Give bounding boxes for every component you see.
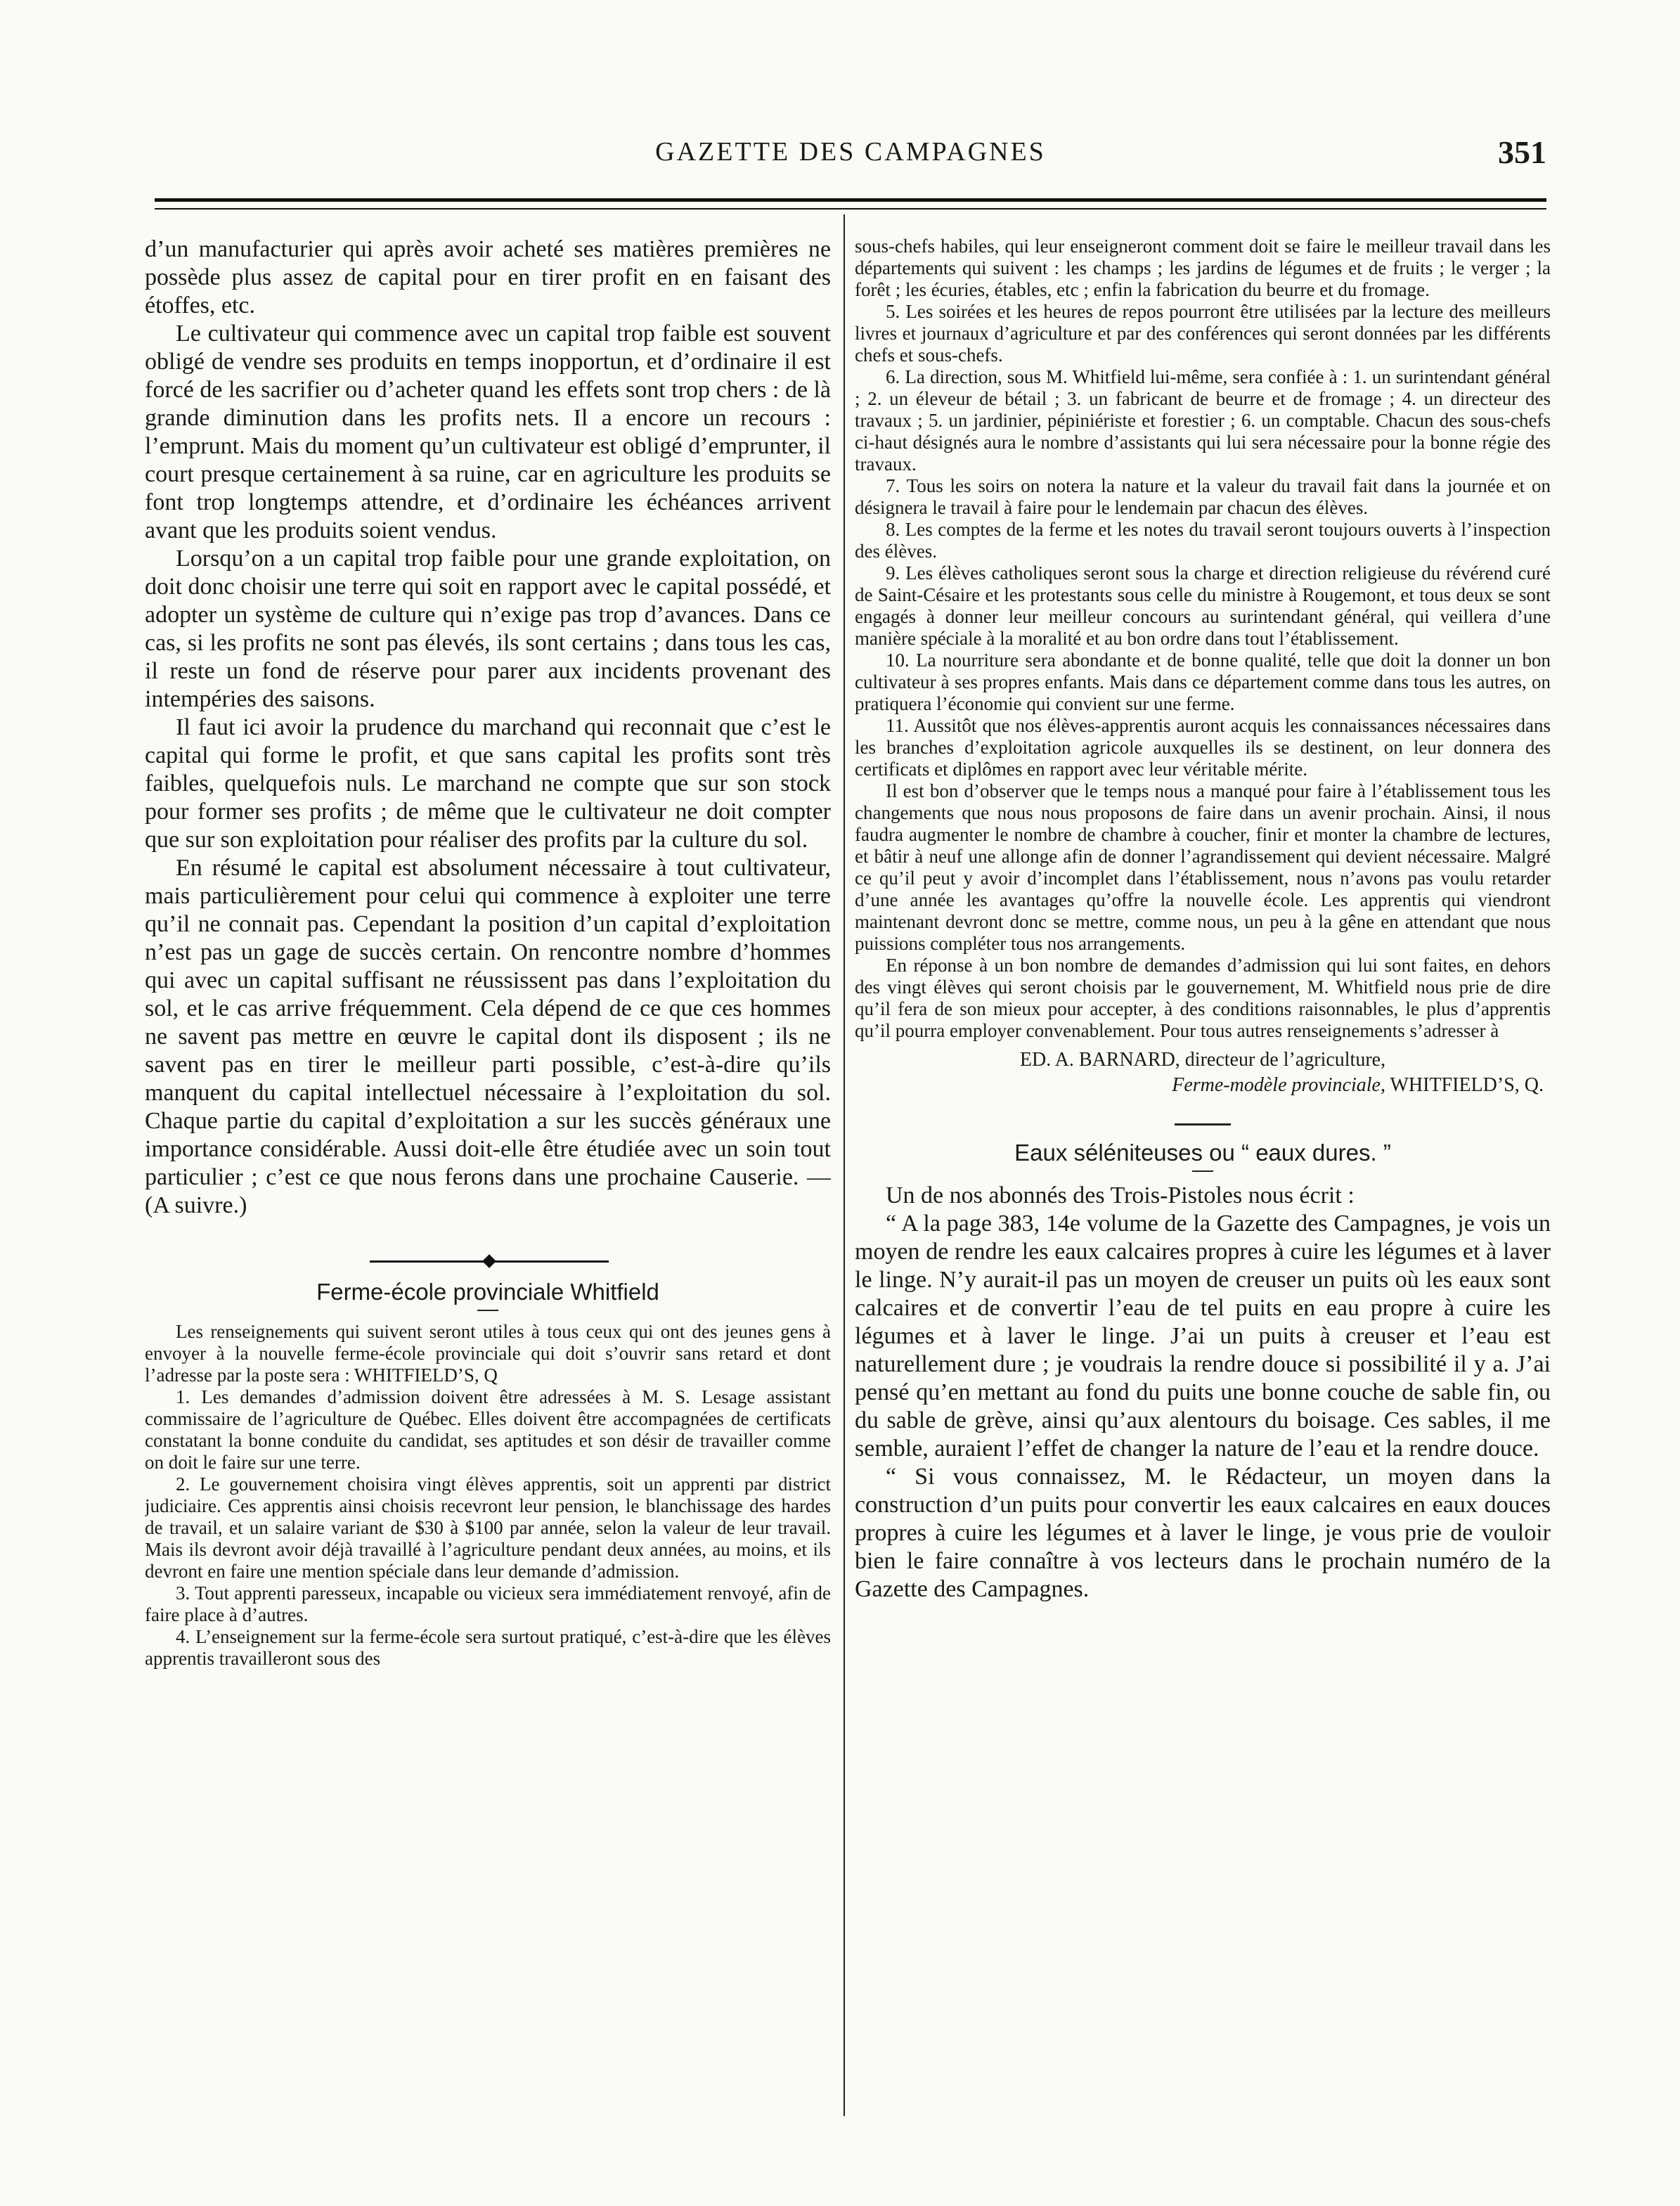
right-paragraph: 7. Tous les soirs on notera la nature et la valeur du travail fait dans la journée et on désignera le travail à faire pour le lendemain par chacun des élèves. [855, 475, 1551, 518]
article-title-ferme-ecole: Ferme-école provinciale Whitfield [316, 1279, 659, 1305]
article2-paragraph: Un de nos abonnés des Trois-Pistoles nous écrit : [886, 1182, 1355, 1208]
left-paragraph: d’un manufacturier qui après avoir acheté ses matières premières ne possède plus assez de capital pour en tirer profit en en faisant des étoffes, etc. [145, 236, 831, 318]
article2-paragraph: “ A la page 383, 14e volume de la Gazette des Campagnes, je vois un moyen de rendre les eaux calcaires propres à cuire les légumes et à laver le linge. N’y aurait-il pas un moyen de creuser un puits où les eaux sont calcaires et de convertir l’eau de tel puits en eau propre à cuire les légumes et à laver le linge. J’ai un puits à creuser et l’eau est naturellement dure ; je voudrais la rendre douce si possibilité il y a. J’ai pensé qu’en mettant au fond du puits une bonne couche de sable fin, ou du sable de grève, ainsi qu’aux alentours du boisage. Ces sables, il me semble, auraient l’effet de changer la nature de l’eau et la rendre douce. [855, 1211, 1551, 1462]
right-paragraph: En réponse à un bon nombre de demandes d’admission qui lui sont faites, en dehors des vingt élèves qui seront choisis par le gouvernement, M. Whitfield nous prie de dire qu’il fera de son mieux pour accepter, à des conditions raisonnables, le plus d’apprentis qu’il pourra employer convenablement. Pour tous autres renseignements s’adresser à [855, 955, 1551, 1041]
right-paragraph: Il est bon d’observer que le temps nous a manqué pour faire à l’établissement tous les changements que nous nous proposons de faire dans un avenir prochain. Ainsi, il nous faudra augmenter le nombre de chambre à coucher, finir et monter la chambre de lectures, et bâtir à neuf une allonge afin de donner l’agrandissement qui devient nécessaire. Malgré ce qu’il peut y avoir d’incomplet dans l’établissement, nous n’avons pas voulu retarder d’une année les avantages qu’offre la nouvelle école. Les apprentis qui viendront maintenant devront donc se mettre, comme nous, un peu à la gêne en attendant que nous puissions compléter tous nos arrangements. [855, 780, 1551, 954]
column-divider [844, 214, 845, 2116]
article-paragraph: Les renseignements qui suivent seront utiles à tous ceux qui ont des jeunes gens à envoyer à la nouvelle ferme-école provinciale qui doit s’ouvrir sans retard et dont l’adresse par la poste sera : WHITFIELD’S, Q [145, 1321, 831, 1386]
article-paragraph: 2. Le gouvernement choisira vingt élèves apprentis, soit un apprenti par district judiciaire. Ces apprentis ainsi choisis recevront leur pension, le blanchissage des hardes de travail, et un salaire variant de $30 à $100 par année, selon la valeur de leur travail. Mais ils devront avoir déjà travaillé à l’agriculture pendant deux années, au moins, et ils devront en faire une mention spéciale dans leur demande d’admission. [145, 1473, 831, 1582]
article-paragraph: 3. Tout apprenti paresseux, incapable ou vicieux sera immédiatement renvoyé, afin de faire place à d’autres. [145, 1582, 831, 1625]
right-paragraph: 9. Les élèves catholiques seront sous la charge et direction religieuse du révérend curé de Saint-Césaire et les protestants sous celle du ministre à Rougemont, et tous deux se sont engagés à donner leur meilleur concours au surintendant général, qui veillera d’une manière spéciale à la moralité et au bon ordre dans tout l’établissement. [855, 562, 1551, 649]
right-paragraph: 8. Les comptes de la ferme et les notes du travail seront toujours ouverts à l’inspection des élèves. [855, 519, 1551, 562]
signature-place-name: WHITFIELD’S, Q. [1390, 1074, 1544, 1096]
header-rule-thin [155, 208, 1546, 209]
left-paragraph: Lorsqu’on a un capital trop faible pour une grande exploitation, on doit donc choisir une terre qui soit en rapport avec le capital possédé, et adopter un système de culture qui n’exige pas trop d’avances. Dans ce cas, si les profits ne sont pas élevés, ils sont certains ; dans tous les cas, il reste un fond de réserve pour parer aux incidents provenant des intempéries des saisons. [145, 546, 831, 712]
article-paragraph: 1. Les demandes d’admission doivent être adressées à M. S. Lesage assistant commissaire de l’agriculture de Québec. Elles doivent être accompagnées de certificats constatant la bonne conduite du candidat, ses aptitudes et son désir de travailler comme on doit le faire sur une terre. [145, 1386, 831, 1473]
right-paragraph: 6. La direction, sous M. Whitfield lui-même, sera confiée à : 1. un surintendant général ; 2. un éleveur de bétail ; 3. un fabricant de beurre et de fromage ; 4. un directeur des travaux ; 5. un jardinier, pépiniériste et forestier ; 6. un comptable. Chacun des sous-chefs ci-haut désignés aura le nombre d’assistants qui lui sera nécessaire pour la bonne régie des travaux. [855, 366, 1551, 475]
title-dash [1192, 1170, 1213, 1172]
article-title-eaux: Eaux séléniteuses ou “ eaux dures. ” [1014, 1140, 1391, 1166]
article-paragraph: 4. L’enseignement sur la ferme-école sera surtout pratiqué, c’est-à-dire que les élèves apprentis travailleront sous des [145, 1626, 831, 1669]
right-paragraph: 11. Aussitôt que nos élèves-apprentis auront acquis les connaissances nécessaires dans les branches d’exploitation agricole auxquelles ils se destinent, on leur donnera des certificats et diplômes en rapport avec leur véritable mérite. [855, 715, 1551, 780]
signature-place-italic: Ferme-modèle provinciale, [1172, 1074, 1385, 1096]
right-paragraph: 5. Les soirées et les heures de repos pourront être utilisées par la lecture des meilleurs livres et journaux d’agriculture et par des conférences qui seront données par les différents chefs et sous-chefs. [855, 301, 1551, 366]
page-number: 351 [1498, 134, 1546, 170]
article2-paragraph: “ Si vous connaissez, M. le Rédacteur, un moyen dans la construction d’un puits pour convertir les eaux calcaires en eaux douces propres à cuire les légumes et à laver le linge, je vous prie de vouloir bien le faire connaître à vos lecteurs dans le prochain numéro de la Gazette des Campagnes. [855, 1464, 1551, 1602]
left-paragraph: Il faut ici avoir la prudence du marchand qui reconnait que c’est le capital qui forme le profit, et que sans capital les profits sont très faibles, quelquefois nuls. Le marchand ne compte que sur son stock pour former ses profits ; de même que le cultivateur ne doit compter que sur son exploitation pour réaliser des profits par la culture du sol. [145, 714, 831, 853]
signature-place [855, 1073, 1551, 1098]
section-ornament [145, 1248, 831, 1275]
right-paragraph: sous-chefs habiles, qui leur enseigneront comment doit se faire le meilleur travail dans les départements qui suivent : les champs ; les jardins de légumes et de fruits ; le verger ; la forêt ; les écuries, étables, etc ; enfin la fabrication du beurre et du fromage. [855, 236, 1551, 300]
right-column [855, 236, 1551, 2105]
section-separator [1175, 1123, 1231, 1125]
running-title: GAZETTE DES CAMPAGNES [655, 137, 1046, 167]
title-dash [477, 1310, 498, 1311]
left-paragraph: En résumé le capital est absolument nécessaire à tout cultivateur, mais particulièrement pour celui qui commence à exploiter une terre qu’il ne connait pas. Cependant la position d’un capital d’exploitation n’est pas un gage de succès certain. On rencontre nombre d’hommes qui avec un capital suffisant ne réussissent pas dans l’exploitation du sol, et le cas arrive fréquemment. Cela dépend de ce que ces hommes ne savent pas mettre en œuvre le capital dont ils disposent ; ils ne savent pas en tirer le meilleur parti possible, c’est-à-dire qu’ils manquent du capital intellectuel nécessaire à l’exploitation du sol. Chaque partie du capital d’exploitation a sur les succès généraux une importance considérable. Aussi doit-elle être étudiée avec un soin tout particulier ; c’est ce que nous ferons dans une prochaine Causerie. —(A suivre.) [145, 855, 831, 1218]
left-paragraph: Le cultivateur qui commence avec un capital trop faible est souvent obligé de vendre ses produits en temps inopportun, et d’ordinaire il est forcé de les sacrifier ou d’acheter quand les effets sont trop chers : de là grande diminution dans les profits nets. Il a encore un recours : l’emprunt. Mais du moment qu’un cultivateur est obligé d’emprunter, il court presque certainement à sa ruine, car en agriculture les produits se font trop longtemps attendre, et d’ordinaire les échéances arrivent avant que les produits soient vendus. [145, 321, 831, 543]
right-paragraph: 10. La nourriture sera abondante et de bonne qualité, telle que doit la donner un bon cultivateur à ses propres enfants. Mais dans ce département comme dans tous les autres, on pratiquera l’économie qui convient sur une ferme. [855, 650, 1551, 714]
left-column [145, 236, 831, 2105]
signature-name: ED. A. BARNARD, directeur de l’agriculture, [1019, 1049, 1386, 1071]
ornament-diamond [482, 1254, 496, 1268]
header-rule-thick [155, 198, 1546, 202]
page-header [155, 127, 1546, 183]
